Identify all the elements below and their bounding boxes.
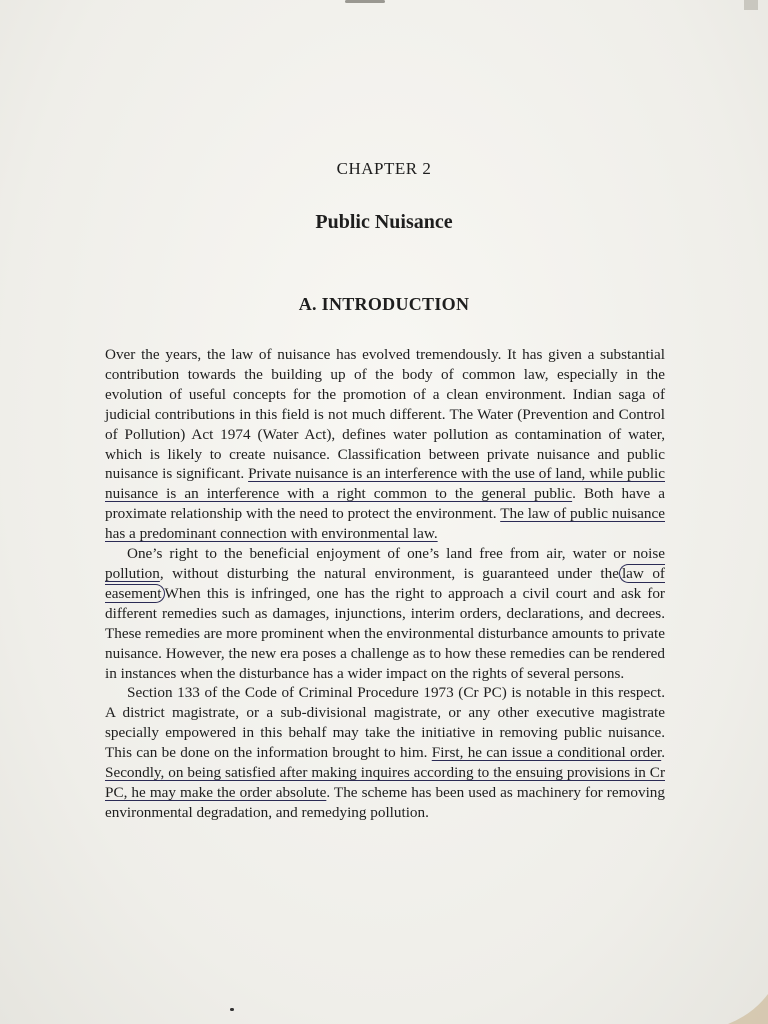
underlined-connection: The law of public nuisance has a predominant connection with environmental law. <box>105 505 665 543</box>
page-corner-curl <box>708 984 768 1024</box>
underlined-conditional-order: First, he can issue a conditional order <box>431 744 662 762</box>
paragraph-3-text-3: . The scheme has been used as machinery for removing environmental degradation, and remedying pollution. <box>105 783 665 821</box>
chapter-label: CHAPTER 2 <box>336 159 432 178</box>
scan-mark-top <box>345 0 385 3</box>
paragraph-2 <box>105 544 665 683</box>
paragraph-2-text: One’s right to the beneficial enjoyment of one’s land free from air, water or noise <box>127 545 665 563</box>
body-text <box>105 345 665 823</box>
scan-mark-corner <box>744 0 758 10</box>
paragraph-3 <box>105 683 665 822</box>
paragraph-3-text: Section 133 of the Code of Criminal Procedure 1973 (Cr PC) is notable in this respect. A district magistrate, or a sub-divisional magistrate, or any other executive magistrate specially empowered in this behalf may take the initiative in removing public nuisance. This can be done on the information brought to him. <box>105 684 665 762</box>
paragraph-2-text-2: , without disturbing the natural environment, is guaranteed under the <box>159 564 619 582</box>
circled-law-of-easement: law of easement <box>105 564 665 602</box>
section-heading: A. INTRODUCTION <box>298 294 470 314</box>
underlined-pollution: pollution <box>105 564 160 582</box>
paragraph-2-text-3: When this is infringed, one has the right to approach a civil court and ask for different remedies such as damages, injunctions, interim orders, declarations, and decrees. These remedies are more prominent when the environmental disturbance amounts to private nuisance. However, the new era poses a challenge as to how these remedies can be rendered in instances when the disturbance has a wider impact on the rights of several persons. <box>105 584 665 682</box>
underlined-order-absolute: Secondly, on being satisfied after making inquires according to the ensuing provisions in Cr PC, he may make the order absolute <box>105 764 665 801</box>
paragraph-1-text-2: . Both have a proximate relationship with the need to protect the environment. <box>105 485 665 523</box>
paragraph-3-text-2: . <box>661 744 665 762</box>
ink-dot <box>230 1008 234 1011</box>
underlined-definition: Private nuisance is an interference with the use of land, while public nuisance is an interference with a right common to the general public <box>105 465 665 503</box>
chapter-title: Public Nuisance <box>315 211 453 233</box>
paragraph-1 <box>105 345 665 544</box>
paragraph-1-text: Over the years, the law of nuisance has evolved tremendously. It has given a substantial contribution towards the building up of the body of common law, especially in the evolution of useful concepts for the promotion of a clean environment. Indian saga of judicial contributions in this field is not much different. The Water (Prevention and Control of Pollution) Act 1974 (Water Act), defines water pollution as contamination of water, which is likely to create nuisance. Classification between private nuisance and public nuisance is significant. <box>105 346 665 483</box>
